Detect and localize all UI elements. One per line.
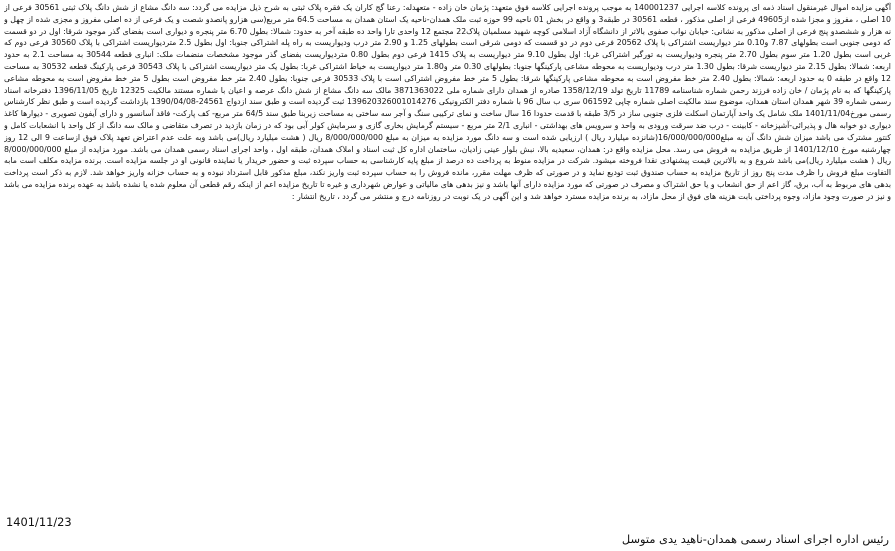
auction-notice <box>4 2 891 549</box>
footer-signature: رئیس اداره اجرای اسناد رسمی همدان-ناهید یدی متوسل <box>621 532 889 546</box>
notice-body: یک فقره پلاک ثبتی به شرح ذیل مزایده می گردد: سه دانگ مشاع از شش دانگ پلاک ثبتی 30561 فرعی از 10 اصلی ، مفروز و مجزا شده از49605 فرعی از اصلی مذکور ، قطعه 30561 در طبقه3 و واقع در بخش 01 ناحیه 99 حوزه ثبت ملک همدان-ناحیه یک استان همدان به مساحت 64.5 متر مربع(سی هزارو پانصدو شصت و یک فرعی از ده اصلی مفروز و مجزی شده از چهل و نه هزار و ششصدو پنج فرعی از اصلی مذکور به نشانی: خیابان نواب صفوی بالاتر از دانشگاه آزاد اسلامی کوچه شهید مسلمیان پلاک22 مجتمع 12 واحدی تارا واحد ده طبقه آخر به حدود: شمالا: بطول 6.70 متر پنجره و دیواری است بفضای گذر موجود شرقا: اول در دو قسمت که دومی جنوبی است بطولهای 7.87 و0.10 متر دیواریست اشتراکی با پلاک 20562 فرعی دوم در دو قسمت که دومی شرقی است بطولهای 1.25 و 2.90 متر درب ودیواریست به راه پله اشتراکی جنوبا: اول بطول 2.5 متردیواریست اشتراکی با پلاک 30560 فرعی دوم که غربی است بطول 1.20 متر سوم بطول 2.70 متر پنجره ودیواریست به تورگیر اشتراکی غربا: اول بطول 9.10 متر دیواریست به پلاک 1415 فرعی دوم بطول 0.80 متردیواریست بفضای گذر موجود مشخصات منضمات ملک: انباری قطعه 30544 به مساحت 2.1 به حدود اربعه: شمالا: بطول 2.15 متر دیواریست شرقا: بطول 1.30 متر درب ودیواریست به محوطه مشاعی پارکینگها جنوبا: بطولهای 0.30 متر و1.80 متر دیواریست به خیاط اشتراکی غربا: بطول یک متر دیواریست اشتراکی با پلاک 30543 فرعی پارکینگ قطعه 30532 به مساحت 12 واقع در طبقه 0 به حدود اربعه: شمالا: بطول 2.40 متر خط مفروض است به محوطه مشاعی پارکینگها شرقا: بطول 5 متر خط مفروض اشتراکی است با پلاک 30533 فرعی جنوبا: بطول 2.40 متر خط مفروض است بطول 5 متر خط مفروض است به محوطه مشاعی پارکینگها که به نام پژمان / خان زاده فرزند رحمن شماره شناسنامه 11789 تاریخ تولد 1358/12/19 صادره از همدان دارای شماره ملی 3871363022 مالک سه دانگ مشاع از شش دانگ عرصه و اعیان با شماره مستند مالکیت 12325 تاریخ 1396/11/05 دفترخانه اسناد رسمی شماره 39 شهر همدان استان همدان، موضوع سند مالکیت اصلی شماره چاپی 061592 سری ب سال 96 با شماره دفتر الکترونیکی 139620326001014276 ثبت گردیده است و طبق سند ازدواج 24561-1390/04/08 بازداشت گردیده است و طبق نظر کارشناس رسمی مورخ1401/11/04 ملک شامل یک واحد آپارتمان اسکلت فلزی جنوبی ساز در 3/5 طبقه با قدمت حدودا 16 سال ساخت و نمای ترکیبی سنگ و آجر سه ساختی به مساحت زیربنا طبق سند 64/5 متر مربع- کف پارکت- فاقد آسانسور و دارای آیفون تصویری - دیوارها کاغذ دیواری دو خوابه هال و پذیرائی-آشپزخانه - کابینت - درب ضد سرقت ورودی به واحد و سرویس های بهداشتی - انباری 2/1 متر مربع - سیستم گرمایش بخاری گازی و سرمایش کولر آبی بود که در زمان بازدید در تصرف متقاضی و مالک سه دانگ از کل واحد با انشعابات کامل و کنتور مشترک می باشد میزان شش دانگ آن به مبلغ16/000/000/000(شانزده میلیارد ریال ) ارزیابی شده است و سه دانگ مورد مزایده به میزان به مبلغ 8/000/000/000 ریال ( هشت میلیارد ریال)می باشد وبه علت عدم اعتراض تعهد پلاک فوق ازساعت 9 الی 12 روز چهارشنبه مورخ 1401/12/10 از طریق مزایده به فروش می رسد. محل مزایده واقع در: همدان، سعیدیه بالا، نبش بلوار عینی زادیان، ساختمان اداره کل ثبت اسناد و املاک همدان، طبقه اول ، واحد اجرای اسناد رسمی همدان می باشد. مورد مزایده از مبلغ 8/000/000/000 ریال ( هشت میلیارد ریال)می باشد شروع و به بالاترین قیمت پیشنهادی نقدا فروخته میشود. شرکت در مزایده منوط به پرداخت ده درصد از مبلغ پایه کارشناسی به حساب سپرده ثبت و حضور خریدار یا نماینده قانونی او در جلسه مزایده است. برنده مزایده مکلف است مابه التفاوت مبلغ فروش را ظرف مدت پنج روز از تاریخ مزایده به حساب صندوق ثبت تودیع نماید و در صورتی که ظرف مهلت مقرر، مانده فروش را به حساب سپرده ثبت واریز نکند، مبلغ مذکور قابل استرداد نبوده و به حساب خزانه واریز خواهد شد. لازم به ذکر است پرداخت بدهی های مربوط به آب، برق، گاز اعم از حق انشعاب و یا حق اشتراک و مصرف در صورتی که مورد مزایده دارای آنها باشد و نیز بدهی های مالیاتی و عوارض شهرداری و غیره تا تاریخ مزایده اعم از اینکه رقم قطعی آن معلوم شده یا نشده باشد به عهده برنده مزایده می باشد و نیز در صورت وجود مازاد، وجوه پرداختی بابت هزینه های فوق از محل مازاد، به برنده مزایده مسترد خواهد شد و اين آگهی در یک نوبت در روزنامه درج و منتشر می گردد ، تاریخ انتشار : <box>4 3 891 201</box>
publish-date: 1401/11/23 <box>6 515 72 529</box>
notice-text <box>4 2 891 203</box>
notice-title: آگهی مزایده اموال غیرمنقول اسناد ذمه ای پرونده کلاسه اجرایی 140001237 به موجب پرونده اجرایی کلاسه فوق متعهد: پژمان خان زاده - متعهدله: رعنا گج کاران <box>354 3 891 12</box>
